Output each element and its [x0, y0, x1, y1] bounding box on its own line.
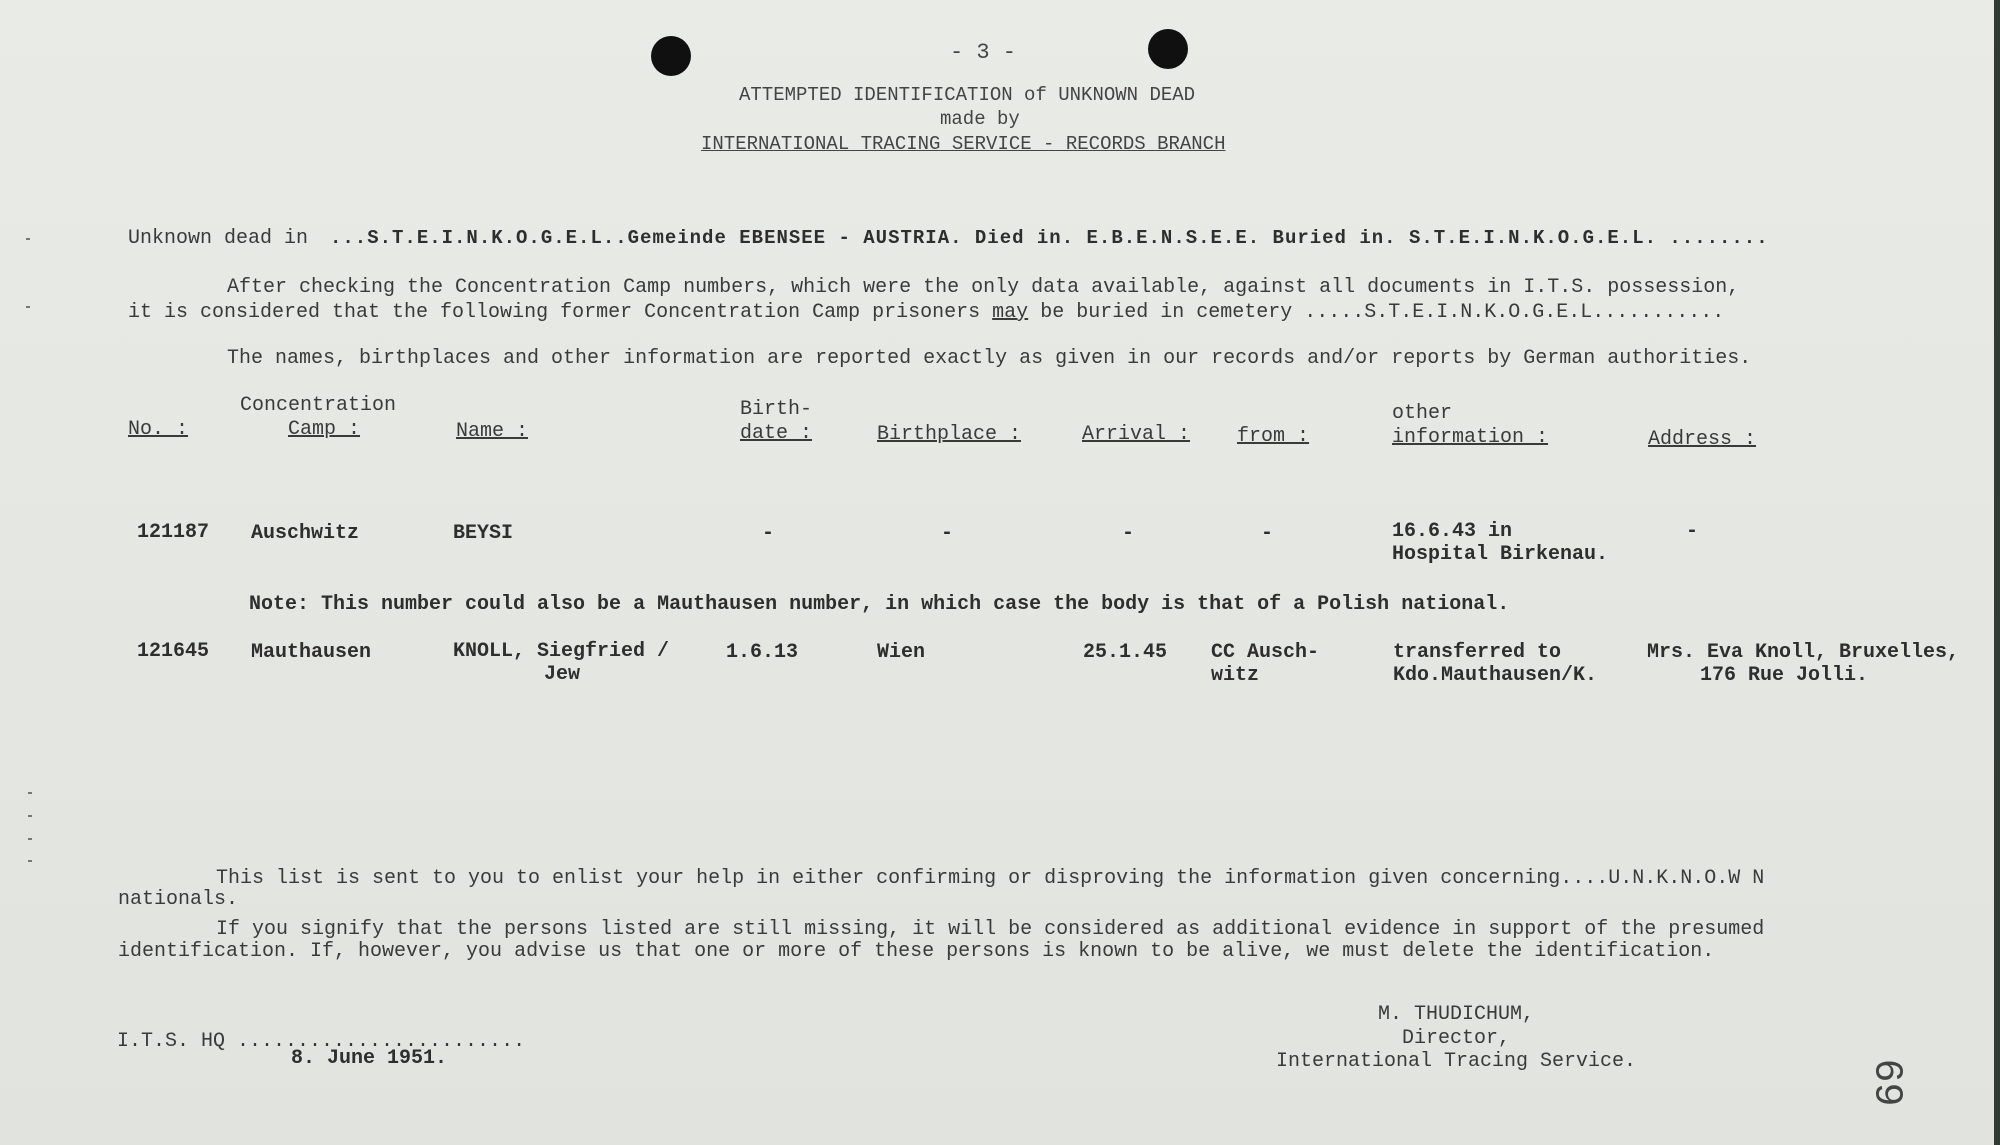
page-edge	[1994, 0, 2000, 1145]
row-no: 121645	[137, 640, 210, 663]
closing-paragraph: This list is sent to you to enlist your help in either confirming or disproving the information given concerning....U.N.K.N.O.W N	[216, 867, 1765, 890]
row-birthdate: 1.6.13	[726, 641, 799, 664]
edge-mark	[28, 792, 32, 794]
col-header-no: No. :	[128, 418, 189, 441]
intro-paragraph-line2: it is considered that the following former Concentration Camp prisoners may be buried in cemetery .....S.T.E.I.N.K.O.G.E.L...........	[128, 301, 1725, 324]
row-info-line2: Kdo.Mauthausen/K.	[1393, 664, 1598, 687]
missing-evidence-paragraph-line2: identification. If, however, you advise us that one or more of these persons is known to be alive, we must delete the identification.	[118, 940, 1715, 963]
row-address: Mrs. Eva Knoll, Bruxelles,	[1647, 641, 1960, 664]
row-arrival: -	[1122, 522, 1135, 545]
edge-mark	[28, 815, 32, 817]
punch-hole-right	[1148, 29, 1188, 69]
records-disclaimer: The names, birthplaces and other information are reported exactly as given in our records and/or reports by German authorities.	[227, 347, 1752, 370]
hq-line: I.T.S. HQ ........................	[117, 1030, 526, 1053]
row-from-line2: witz	[1211, 664, 1260, 687]
col-header-arrival: Arrival :	[1082, 423, 1191, 446]
closing-paragraph-line2: nationals.	[118, 888, 239, 911]
signer-role: Director,	[1402, 1027, 1511, 1050]
row-name: BEYSI	[453, 522, 514, 545]
edge-mark	[26, 238, 30, 240]
missing-evidence-paragraph: If you signify that the persons listed are still missing, it will be considered as additional evidence in support of the presumed	[216, 918, 1765, 941]
signer-organization: International Tracing Service.	[1276, 1050, 1637, 1073]
row-no: 121187	[137, 521, 210, 544]
intro-paragraph: After checking the Concentration Camp numbers, which were the only data available, against all documents in I.T.S. possession,	[227, 276, 1740, 299]
row-info-line2: Hospital Birkenau.	[1392, 543, 1609, 566]
edge-mark	[28, 838, 32, 840]
col-header-name: Name :	[456, 420, 529, 443]
doc-issuer: INTERNATIONAL TRACING SERVICE - RECORDS BRANCH	[701, 133, 1226, 155]
row-name-line2: Jew	[544, 663, 581, 686]
page-number: - 3 -	[950, 40, 1017, 65]
col-header-other-info: information :	[1392, 426, 1549, 449]
col-header-birthdate-top: Birth-	[740, 398, 813, 421]
signer-name: M. THUDICHUM,	[1378, 1003, 1535, 1026]
row-birthplace: Wien	[877, 641, 926, 664]
doc-subtitle: made by	[940, 108, 1020, 130]
row-camp: Mauthausen	[251, 641, 372, 664]
note: Note: This number could also be a Mauthausen number, in which case the body is that of a Polish national.	[249, 593, 1510, 616]
row-info: 16.6.43 in	[1392, 520, 1513, 543]
row-name: KNOLL, Siegfried /	[453, 640, 670, 663]
col-header-camp-top: Concentration	[240, 394, 397, 417]
col-header-birthplace: Birthplace :	[877, 423, 1022, 446]
row-address: -	[1686, 520, 1699, 543]
row-arrival: 25.1.45	[1083, 641, 1168, 664]
row-address-line2: 176 Rue Jolli.	[1700, 664, 1869, 687]
row-camp: Auschwitz	[251, 522, 360, 545]
unknown-dead-location: ...S.T.E.I.N.K.O.G.E.L..Gemeinde EBENSEE - AUSTRIA. Died in. E.B.E.N.S.E.E. Buried in. S.T.E.I.N.K.O.G.E.L. ........	[330, 227, 1769, 249]
archive-page-stamp: 69	[1863, 1058, 1909, 1107]
col-header-address: Address :	[1648, 428, 1757, 451]
punch-hole-left	[651, 36, 691, 76]
col-header-other-top: other	[1392, 402, 1453, 425]
edge-mark	[26, 306, 30, 308]
row-from: CC Ausch-	[1211, 641, 1320, 664]
row-birthplace: -	[941, 522, 954, 545]
issue-date: 8. June 1951.	[291, 1047, 448, 1070]
col-header-from: from :	[1237, 425, 1310, 448]
edge-mark	[28, 860, 32, 862]
row-info: transferred to	[1393, 641, 1562, 664]
row-birthdate: -	[762, 522, 775, 545]
col-header-birthdate: date :	[740, 422, 813, 445]
row-from: -	[1261, 522, 1274, 545]
col-header-camp: Camp :	[287, 418, 360, 441]
doc-title: ATTEMPTED IDENTIFICATION of UNKNOWN DEAD	[739, 84, 1196, 106]
unknown-dead-label: Unknown dead in	[128, 227, 309, 250]
